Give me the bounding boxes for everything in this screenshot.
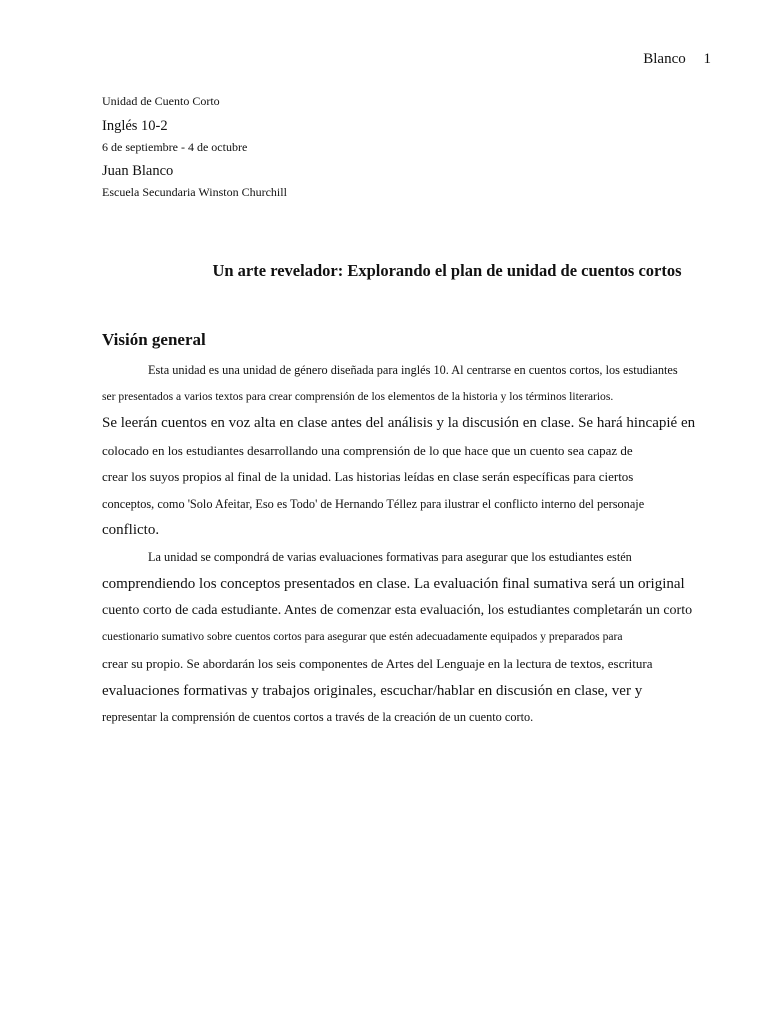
header-surname: Blanco xyxy=(643,51,686,67)
author-name: Juan Blanco xyxy=(102,163,174,179)
paragraph-line: comprendiendo los conceptos presentados en clase. La evaluación final sumativa será un original xyxy=(102,576,685,592)
paragraph-line: ser presentados a varios textos para crear comprensión de los elementos de la historia y los términos literarios. xyxy=(102,390,614,403)
paragraph-line: evaluaciones formativas y trabajos originales, escuchar/hablar en discusión en clase, ver y xyxy=(102,683,643,699)
paragraph-line: Se leerán cuentos en voz alta en clase antes del análisis y la discusión en clase. Se hará hincapié en xyxy=(102,415,696,431)
document-title: Un arte revelador: Explorando el plan de unidad de cuentos cortos xyxy=(212,261,682,280)
date-range: 6 de septiembre - 4 de octubre xyxy=(102,140,248,154)
section-heading: Visión general xyxy=(102,330,206,349)
heading-block xyxy=(102,94,722,200)
paragraph-line: conceptos, como 'Solo Afeitar, Eso es Todo' de Hernando Téllez para ilustrar el conflicto interno del personaje xyxy=(102,497,645,511)
paragraph-line: cuestionario sumativo sobre cuentos cortos para asegurar que estén adecuadamente equipados y preparados para xyxy=(102,630,623,643)
unit-name: Unidad de Cuento Corto xyxy=(102,94,220,108)
paragraph-line: La unidad se compondrá de varias evaluaciones formativas para asegurar que los estudiantes estén xyxy=(148,550,632,564)
paragraph-line: conflicto. xyxy=(102,522,160,538)
course-name: Inglés 10-2 xyxy=(102,118,168,134)
paragraph-line: crear los suyos propios al final de la unidad. Las historias leídas en clase serán específicas para ciertos xyxy=(102,469,634,484)
paragraph-line: cuento corto de cada estudiante. Antes de comenzar esta evaluación, los estudiantes completarán un corto xyxy=(102,603,693,618)
paragraph-line: colocado en los estudiantes desarrollando una comprensión de lo que hace que un cuento sea capaz de xyxy=(102,443,633,458)
page-header xyxy=(643,51,711,68)
school-name: Escuela Secundaria Winston Churchill xyxy=(102,185,287,199)
page-number: 1 xyxy=(703,51,711,67)
paragraph-line: crear su propio. Se abordarán los seis componentes de Artes del Lenguaje en la lectura de textos, escritura xyxy=(102,656,653,671)
paragraph-line: representar la comprensión de cuentos cortos a través de la creación de un cuento corto. xyxy=(102,710,534,724)
paragraph-line: Esta unidad es una unidad de género diseñada para inglés 10. Al centrarse en cuentos cortos, los estudiantes xyxy=(148,363,678,377)
